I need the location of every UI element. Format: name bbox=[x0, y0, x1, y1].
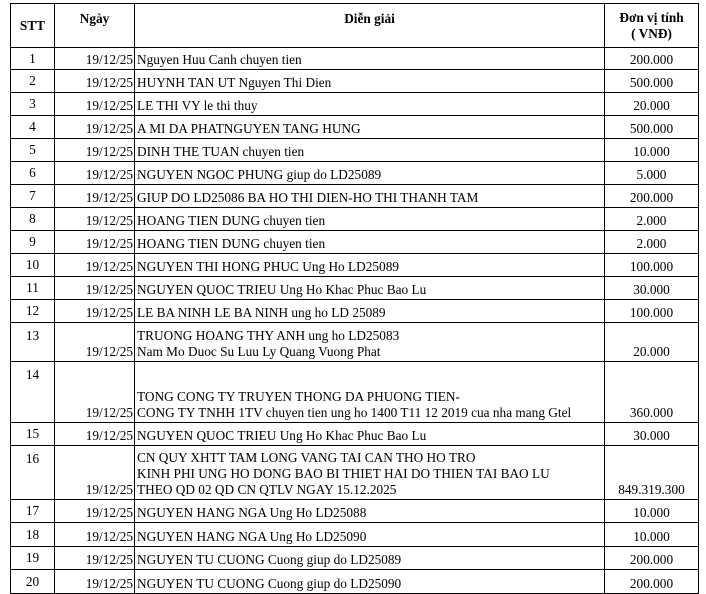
cell-stt: 4 bbox=[11, 116, 55, 139]
cell-date: 19/12/25 bbox=[55, 185, 135, 208]
cell-date: 19/12/25 bbox=[55, 48, 135, 70]
cell-description bbox=[135, 362, 605, 423]
cell-description bbox=[135, 423, 605, 446]
description-line: TONG CONG TY TRUYEN THONG DA PHUONG TIEN- bbox=[137, 389, 460, 404]
cell-stt: 11 bbox=[11, 277, 55, 300]
cell-amount: 200.000 bbox=[605, 547, 699, 570]
cell-amount: 20.000 bbox=[605, 93, 699, 116]
cell-amount: 200.000 bbox=[605, 570, 699, 594]
cell-stt: 20 bbox=[11, 570, 55, 594]
cell-stt: 19 bbox=[11, 547, 55, 570]
cell-date: 19/12/25 bbox=[55, 254, 135, 277]
table-row bbox=[11, 446, 699, 500]
cell-amount: 5.000 bbox=[605, 162, 699, 185]
cell-description bbox=[135, 446, 605, 500]
header-unit bbox=[605, 4, 699, 48]
cell-date: 19/12/25 bbox=[55, 570, 135, 594]
description-line: NGUYEN QUOC TRIEU Ung Ho Khac Phuc Bao Lu bbox=[137, 282, 427, 297]
cell-date: 19/12/25 bbox=[55, 116, 135, 139]
header-description: Diễn giải bbox=[135, 4, 605, 48]
cell-description bbox=[135, 254, 605, 277]
table-row bbox=[11, 139, 699, 162]
description-line: Nam Mo Duoc Su Luu Ly Quang Vuong Phat bbox=[137, 344, 381, 359]
cell-date: 19/12/25 bbox=[55, 139, 135, 162]
cell-stt: 12 bbox=[11, 300, 55, 323]
cell-date: 19/12/25 bbox=[55, 277, 135, 300]
cell-stt: 5 bbox=[11, 139, 55, 162]
cell-date: 19/12/25 bbox=[55, 547, 135, 570]
cell-date: 19/12/25 bbox=[55, 162, 135, 185]
header-stt: STT bbox=[11, 4, 55, 48]
cell-amount: 10.000 bbox=[605, 500, 699, 523]
table-row bbox=[11, 185, 699, 208]
description-line: LE THI VY le thi thuy bbox=[137, 98, 258, 113]
description-line: NGUYEN TU CUONG Cuong giup do LD25089 bbox=[137, 552, 402, 567]
description-line: NGUYEN QUOC TRIEU Ung Ho Khac Phuc Bao Lu bbox=[137, 428, 427, 443]
cell-description bbox=[135, 48, 605, 70]
cell-stt: 7 bbox=[11, 185, 55, 208]
cell-description bbox=[135, 70, 605, 93]
description-line: NGUYEN THI HONG PHUC Ung Ho LD25089 bbox=[137, 259, 399, 274]
table-row bbox=[11, 523, 699, 547]
table-row bbox=[11, 323, 699, 362]
cell-date: 19/12/25 bbox=[55, 93, 135, 116]
cell-stt: 17 bbox=[11, 500, 55, 523]
cell-date: 19/12/25 bbox=[55, 231, 135, 254]
table-row bbox=[11, 254, 699, 277]
description-line: A MI DA PHATNGUYEN TANG HUNG bbox=[137, 121, 361, 136]
table-row bbox=[11, 547, 699, 570]
cell-stt: 18 bbox=[11, 523, 55, 547]
cell-date: 19/12/25 bbox=[55, 70, 135, 93]
table-row bbox=[11, 93, 699, 116]
cell-date: 19/12/25 bbox=[55, 523, 135, 547]
transaction-table bbox=[10, 3, 699, 594]
table-row bbox=[11, 70, 699, 93]
description-line: NGUYEN TU CUONG Cuong giup do LD25090 bbox=[137, 576, 402, 591]
cell-description bbox=[135, 500, 605, 523]
description-line: THEO QD 02 QD CN QTLV NGAY 15.12.2025 bbox=[137, 482, 397, 497]
description-line: KINH PHI UNG HO DONG BAO BI THIET HAI DO THIEN TAI BAO LU bbox=[137, 466, 550, 481]
cell-description bbox=[135, 116, 605, 139]
description-line: HOANG TIEN DUNG chuyen tien bbox=[137, 213, 326, 228]
cell-stt: 1 bbox=[11, 48, 55, 70]
cell-description bbox=[135, 139, 605, 162]
cell-description bbox=[135, 93, 605, 116]
cell-stt: 14 bbox=[11, 362, 55, 423]
cell-description bbox=[135, 523, 605, 547]
description-line: Nguyen Huu Canh chuyen tien bbox=[137, 52, 302, 67]
cell-amount: 20.000 bbox=[605, 323, 699, 362]
description-line: TRUONG HOANG THY ANH ung ho LD25083 bbox=[137, 328, 400, 343]
cell-date: 19/12/25 bbox=[55, 300, 135, 323]
cell-stt: 9 bbox=[11, 231, 55, 254]
cell-amount: 200.000 bbox=[605, 48, 699, 70]
cell-stt: 15 bbox=[11, 423, 55, 446]
cell-description bbox=[135, 277, 605, 300]
table-row bbox=[11, 300, 699, 323]
table-body bbox=[11, 48, 699, 594]
cell-amount: 10.000 bbox=[605, 523, 699, 547]
cell-description bbox=[135, 300, 605, 323]
cell-description bbox=[135, 570, 605, 594]
cell-date: 19/12/25 bbox=[55, 446, 135, 500]
cell-description bbox=[135, 231, 605, 254]
table-row bbox=[11, 362, 699, 423]
cell-stt: 3 bbox=[11, 93, 55, 116]
cell-amount: 500.000 bbox=[605, 70, 699, 93]
cell-amount: 2.000 bbox=[605, 231, 699, 254]
cell-stt: 13 bbox=[11, 323, 55, 362]
table-row bbox=[11, 500, 699, 523]
cell-date: 19/12/25 bbox=[55, 423, 135, 446]
table-row bbox=[11, 423, 699, 446]
description-line: GIUP DO LD25086 BA HO THI DIEN-HO THI THANH TAM bbox=[137, 190, 479, 205]
cell-amount: 849.319.300 bbox=[605, 446, 699, 500]
description-line: CONG TY TNHH 1TV chuyen tien ung ho 1400 T11 12 2019 cua nha mang Gtel bbox=[137, 405, 572, 420]
table-row bbox=[11, 208, 699, 231]
description-spacer bbox=[137, 369, 604, 389]
cell-date: 19/12/25 bbox=[55, 208, 135, 231]
cell-amount: 200.000 bbox=[605, 185, 699, 208]
cell-stt: 6 bbox=[11, 162, 55, 185]
description-line: NGUYEN HANG NGA Ung Ho LD25090 bbox=[137, 529, 367, 544]
cell-stt: 16 bbox=[11, 446, 55, 500]
cell-amount: 10.000 bbox=[605, 139, 699, 162]
table-row bbox=[11, 162, 699, 185]
cell-amount: 100.000 bbox=[605, 300, 699, 323]
cell-description bbox=[135, 208, 605, 231]
cell-amount: 360.000 bbox=[605, 362, 699, 423]
cell-amount: 100.000 bbox=[605, 254, 699, 277]
header-unit-line2: ( VNĐ) bbox=[631, 25, 672, 41]
table-row bbox=[11, 570, 699, 594]
cell-stt: 2 bbox=[11, 70, 55, 93]
description-line: LE BA NINH LE BA NINH ung ho LD 25089 bbox=[137, 305, 386, 320]
cell-description bbox=[135, 323, 605, 362]
table-row bbox=[11, 277, 699, 300]
description-line: NGUYEN HANG NGA Ung Ho LD25088 bbox=[137, 505, 367, 520]
description-line: HOANG TIEN DUNG chuyen tien bbox=[137, 236, 326, 251]
cell-date: 19/12/25 bbox=[55, 323, 135, 362]
table-row bbox=[11, 116, 699, 139]
cell-amount: 500.000 bbox=[605, 116, 699, 139]
header-unit-line1: Đơn vị tính bbox=[619, 9, 684, 25]
description-line: CN QUY XHTT TAM LONG VANG TAI CAN THO HO TRO bbox=[137, 450, 476, 465]
statement-table-wrapper bbox=[10, 3, 699, 594]
cell-amount: 30.000 bbox=[605, 277, 699, 300]
description-line: HUYNH TAN UT Nguyen Thi Dien bbox=[137, 75, 332, 90]
table-header-row bbox=[11, 4, 699, 48]
cell-description bbox=[135, 547, 605, 570]
cell-date: 19/12/25 bbox=[55, 362, 135, 423]
table-row bbox=[11, 48, 699, 70]
cell-stt: 8 bbox=[11, 208, 55, 231]
cell-stt: 10 bbox=[11, 254, 55, 277]
cell-amount: 30.000 bbox=[605, 423, 699, 446]
header-date: Ngày bbox=[55, 4, 135, 48]
description-line: DINH THE TUAN chuyen tien bbox=[137, 144, 305, 159]
cell-description bbox=[135, 162, 605, 185]
cell-description bbox=[135, 185, 605, 208]
cell-date: 19/12/25 bbox=[55, 500, 135, 523]
cell-amount: 2.000 bbox=[605, 208, 699, 231]
description-line: NGUYEN NGOC PHUNG giup do LD25089 bbox=[137, 167, 382, 182]
table-row bbox=[11, 231, 699, 254]
